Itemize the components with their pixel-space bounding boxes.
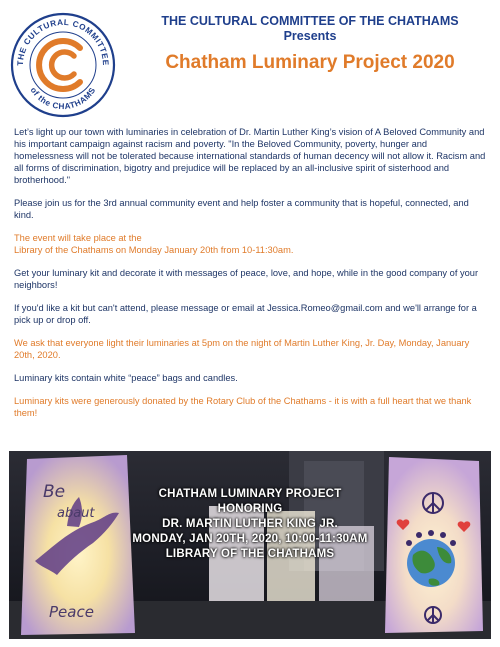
body-text [14,126,488,430]
logo-ring-text-bottom: of the CHATHAMS [28,85,98,112]
committee-logo [10,12,116,118]
contact-paragraph: If you'd like a kit but can't attend, please message or email at Jessica.Romeo@gmail.com and we'll arrange for a pick up or drop off. [14,303,477,325]
bag-text-abaut: abaut [57,506,95,521]
light-time-paragraph: We ask that everyone light their luminaries at 5pm on the night of Martin Luther King, Jr. Day, Monday, January 20th, 2020. [14,338,470,360]
logo-ring-text-top: THE CULTURAL COMMITTEE [15,17,111,66]
caption-line-5: LIBRARY OF THE CHATHAMS [165,548,335,560]
header [130,14,490,76]
presents-label: Presents [283,29,337,43]
organization-name: THE CULTURAL COMMITTEE OF THE CHATHAMS [161,14,459,28]
photo-caption [9,487,491,562]
kit-paragraph: Get your luminary kit and decorate it with messages of peace, love, and hope, while in the good company of your neighbors! [14,268,479,290]
event-details-paragraph [14,232,488,256]
event-details-line-1: The event will take place at the [14,233,142,243]
project-title: Chatham Luminary Project 2020 [165,52,455,73]
intro-paragraph: Let’s light up our town with luminaries in celebration of Dr. Martin Luther King’s vision of A Beloved Community and his important campaign against racism and poverty. "In the Beloved Community, poverty, hunger and homelessness will not be tolerated because international standards of human decency will not allow it. Racism and all forms of discrimination, bigotry and prejudice will be replaced by an all-inclusive spirit of sisterhood and brotherhood." [14,127,486,185]
bag-text-peace: Peace [49,603,94,621]
caption-line-2: HONORING [217,503,283,515]
luminary-photo [9,451,491,639]
caption-line-3: DR. MARTIN LUTHER KING JR. [162,518,338,530]
kit-contents-paragraph: Luminary kits contain white “peace” bags and candles. [14,373,238,383]
donation-paragraph: Luminary kits were generously donated by the Rotary Club of the Chathams - it is with a full heart that we thank them! [14,396,472,418]
bag-text-be: Be [43,482,66,502]
caption-line-1: CHATHAM LUMINARY PROJECT [158,488,342,500]
caption-line-4: MONDAY, JAN 20TH, 2020, 10:00-11:30AM [132,533,368,545]
event-details-line-2: Library of the Chathams on Monday January 20th from 10-11:30am. [14,245,294,255]
invite-paragraph: Please join us for the 3rd annual community event and help foster a community that is hopeful, connected, and kind. [14,198,469,220]
